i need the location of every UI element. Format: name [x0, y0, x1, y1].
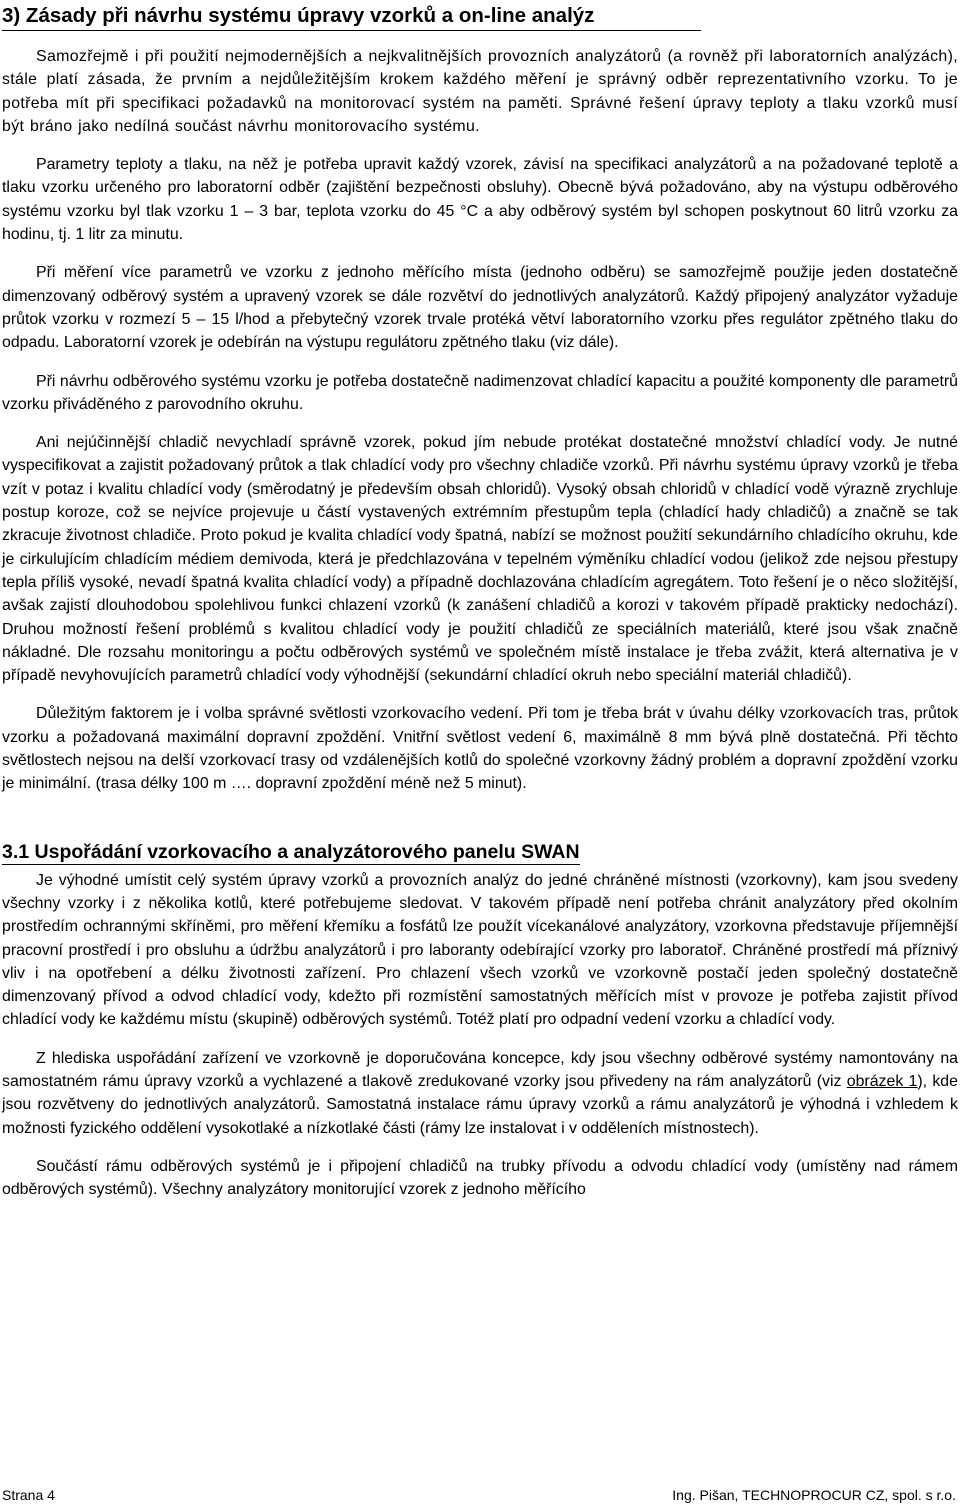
figure-link[interactable]: obrázek 1: [846, 1072, 918, 1090]
section-heading: 3) Zásady při návrhu systému úpravy vzorků a on-line analýz: [2, 4, 701, 31]
paragraph-cooler-connection: Součástí rámu odběrových systémů je i připojení chladičů na trubky přívodu a odvodu chladící vody (umístěny nad rámem odběrových systémů). Všechny analyzátory monitorující vzorek z jednoho měřícího: [2, 1157, 958, 1199]
subsection-heading-wrap: [2, 840, 958, 865]
paragraph-sampling-room: Je výhodné umístit celý systém úpravy vzorků a provozních analýz do jedné chráněné místnosti (vzorkovny), kam jsou svedeny všechny vzorky i z několika kotlů, které potřebujeme sledovat. V takovém případě není potřeba chránit analyzátory před okolním prostředím ochrannými skříněmi, pro měření křemíku a fosfátů lze použít vícekanálové analyzátory, vzorkovna představuje příjemnější pracovní prostředí i pro obsluhu a údržbu analyzátorů i pro laboranty odebírající vzorky pro laboratoř. Chráněné prostředí má příznivý vliv i na opotřebení a délku životnosti zařízení. Pro chlazení všech vzorků ve vzorkovně postačí jeden společný dostatečně dimenzovaný přívod a odvod chladící vody, kdežto při rozmístění samostatných měřících míst v provoze je potřeba zajistit přívod chladící vody ke každému místu (skupině) odběrových systémů. Totéž platí pro odpadní vedení vzorku a chladící vody.: [2, 871, 958, 1029]
page-number: Strana 4: [2, 1487, 55, 1503]
paragraph-multiple-parameters: Při měření více parametrů ve vzorku z jednoho měřícího místa (jednoho odběru) se samozřejmě použije jeden dostatečně dimenzovaný odběrový systém a upravený vzorek se dále rozvětví do jednotlivých analyzátorů. Každý připojený analyzátor vyžaduje průtok vzorku v rozmezí 5 – 15 l/hod a přebytečný vzorek trvale protéká větví laboratorního vzorku přes regulátor zpětného tlaku do odpadu. Laboratorní vzorek je odebírán na výstupu regulátoru zpětného tlaku (viz dále).: [2, 264, 958, 352]
document-page: [2, 0, 958, 1201]
text-before-link: Z hlediska uspořádání zařízení ve vzorkovně je doporučována koncepce, kdy jsou všechny odběrové systémy namontovány na samostatném rámu úpravy vzorků a vychlazené a tlakově zredukované vzorky jsou přivedeny na rám analyzátorů (viz: [2, 1049, 958, 1090]
paragraph-parameters: Parametry teploty a tlaku, na něž je potřeba upravit každý vzorek, závisí na specifikaci analyzátorů a na požadované teplotě a tlaku vzorku určeného pro laboratorní odběr (zajištění bezpečnosti obsluhy). Obecně bývá požadováno, aby na výstupu odběrového systému vzorku byl tlak vzorku 1 – 3 bar, teplota vzorku do 45 °C a aby odběrový systém byl schopen poskytnout 60 litrů vzorku za hodinu, tj. 1 litr za minutu.: [2, 156, 958, 244]
page-footer: [2, 1486, 956, 1504]
paragraph-intro: Samozřejmě i při použití nejmodernějších a nejkvalitnějších provozních analyzátorů (a rovněž při laboratorních analýzách), stále platí zásada, že prvním a nejdůležitějším krokem každého měření je správný odběr reprezentativního vzorku. To je potřeba mít při specifikaci požadavků na monitorovací systém na paměti. Správné řešení úpravy teploty a tlaku vzorků musí být bráno jako nedílná součást návrhu monitorovacího systému.: [2, 48, 958, 135]
paragraph-sample-line: Důležitým faktorem je i volba správné světlosti vzorkovacího vedení. Při tom je třeba brát v úvahu délky vzorkovacích tras, průtok vzorku a požadovaná maximální dopravní zpoždění. Vnitřní světlost vedení 6, maximálně 8 mm bývá plně dostatečná. Při těchto světlostech nejsou na delší vzorkovací trasy od vzdálenějších kotlů do společné vzorkovny žádný problém a dopravní zpoždění vzorku je minimální. (trasa délky 100 m …. dopravní zpoždění méně než 5 minut).: [2, 705, 958, 793]
subsection-heading: 3.1 Uspořádání vzorkovacího a analyzátorového panelu SWAN: [2, 840, 580, 863]
paragraph-cooling-water: Ani nejúčinnější chladič nevychladí správně vzorek, pokud jím nebude protékat dostatečné množství chladící vody. Je nutné vyspecifikovat a zajistit požadovaný průtok a tlak chladící vody pro všechny chladiče vzorků. Při návrhu systému úpravy vzorků je třeba vzít v potaz i kvalitu chladící vody (směrodatný je především obsah chloridů). Vysoký obsah chloridů v chladící vodě výrazně zrychluje postup koroze, což se nejvíce projevuje u částí vystavených extrémním přestupům tepla (chladící hady chladičů) a značně se tak zkracuje životnost chladiče. Proto pokud je kvalita chladící vody špatná, nabízí se možnost použití sekundárního chladícího okruhu, kde je cirkulujícím chladícím médiem demivoda, která je předchlazována v tepelném výměníku chladící vodou (jelikož zde nejsou přestupy tepla příliš vysoké, nevadí špatná kvalita chladící vody) a případně dochlazována chladícím agregátem. Toto řešení je o něco složitější, avšak zajistí dlouhodobou spolehlivou funkci chlazení vzorků (k zanášení chladičů a korozi v takovém případě prakticky nedochází). Druhou možností řešení problémů s kvalitou chladící vody je použití chladičů ze speciálních materiálů, které jsou však značně nákladné. Dle rozsahu monitoringu a počtu odběrových systémů ve společném místě instalace je třeba zvážit, která alternativa je v případě nevyhovujících parametrů chladící vody výhodnější (sekundární chladící okruh nebo speciální materiál chladičů).: [2, 434, 958, 685]
footer-author: Ing. Pišan, TECHNOPROCUR CZ, spol. s r.o.: [672, 1487, 956, 1503]
text-after-link: ), kde jsou rozvětveny do jednotlivých analyzátorů. Samostatná instalace rámu úpravy vzorků a rámu analyzátorů je výhodná i vzhledem k možnosti fyzického oddělení vysokotlaké a nízkotlaké části (rámy lze instalovat i v odděleních místnostech).: [2, 1072, 958, 1137]
paragraph-cooling-capacity: Při návrhu odběrového systému vzorku je potřeba dostatečně nadimenzovat chladící kapacitu a použité komponenty dle parametrů vzorku přiváděného z parovodního okruhu.: [2, 372, 958, 413]
paragraph-layout-concept: [2, 1047, 958, 1140]
